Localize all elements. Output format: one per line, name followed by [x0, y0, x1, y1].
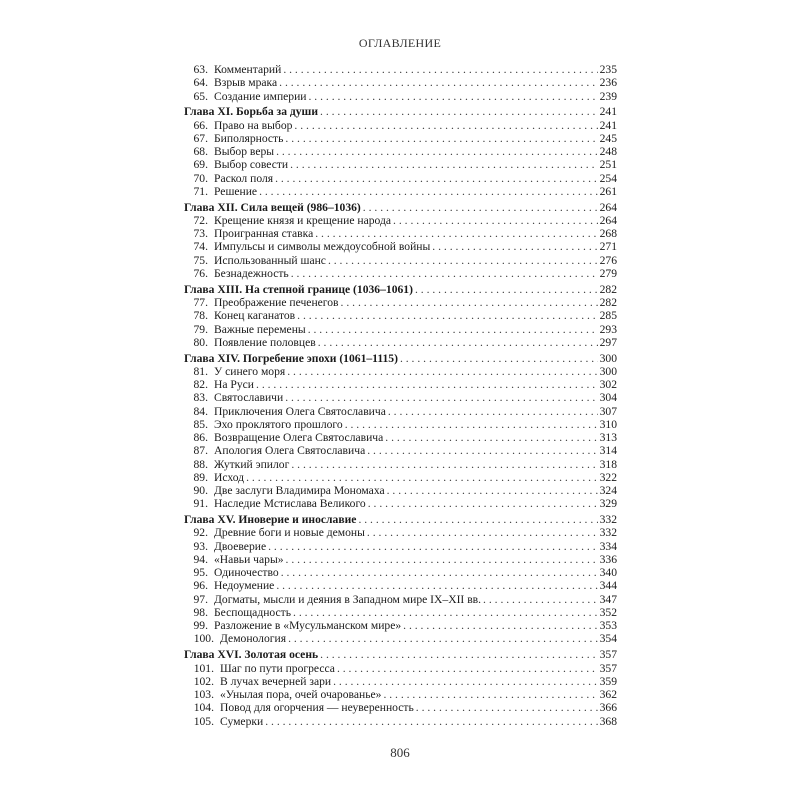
dot-leader	[297, 309, 597, 322]
entry-title: Исход	[214, 470, 245, 484]
page-ref: 235	[599, 63, 617, 76]
page-title: ОГЛАВЛЕНИЕ	[358, 36, 442, 50]
entry-number: 70.	[193, 171, 208, 185]
page-ref: 293	[599, 322, 617, 336]
entry-number: 93.	[193, 539, 208, 553]
page-ref: 241	[599, 118, 617, 132]
dot-leader	[416, 701, 598, 714]
toc-entry	[184, 365, 617, 378]
toc-entry	[184, 76, 617, 89]
dot-leader	[291, 458, 597, 471]
dot-leader	[385, 431, 597, 444]
entry-title: В лучах вечерней зари	[220, 674, 332, 688]
dot-leader	[276, 145, 598, 158]
entry-number: 64.	[193, 76, 208, 90]
toc-entry	[184, 185, 617, 198]
entry-title: Крещение князя и крещение народа	[214, 213, 392, 227]
entry-number: 99.	[193, 619, 208, 633]
page-ref: 239	[599, 89, 617, 103]
entry-title: Преображение печенегов	[214, 296, 339, 310]
entry-number: 86.	[193, 431, 208, 445]
page-ref: 285	[599, 309, 617, 323]
page-ref: 245	[599, 131, 617, 145]
dot-leader	[281, 566, 598, 579]
entry-title: Эхо проклятого прошлого	[214, 417, 343, 431]
entry-number: 101.	[193, 661, 214, 675]
entry-title: Создание империи	[214, 89, 307, 103]
dot-leader	[320, 105, 598, 118]
entry-title: Шаг по пути прогресса	[220, 661, 335, 675]
toc-entry	[184, 566, 617, 579]
entry-title: Биполярность	[214, 131, 284, 145]
dot-leader	[328, 254, 598, 267]
entry-title: На Руси	[214, 378, 255, 392]
entry-number: 78.	[193, 309, 208, 323]
entry-title: Приключения Олега Святославича	[214, 404, 386, 418]
page-ref: 357	[599, 661, 617, 675]
page-ref: 322	[599, 470, 617, 484]
toc-entry	[184, 593, 617, 606]
dot-leader	[308, 323, 598, 336]
page-ref: 304	[599, 391, 617, 405]
entry-number: 95.	[193, 566, 208, 580]
toc-entry	[184, 553, 617, 566]
dot-leader	[341, 296, 598, 309]
chapter-title: Глава XI. Борьба за души	[184, 105, 319, 119]
dot-leader	[288, 632, 598, 645]
toc-entry	[184, 632, 617, 645]
page-ref: 264	[599, 200, 617, 214]
entry-title: Две заслуги Владимира Мономаха	[214, 484, 385, 498]
dot-leader	[279, 76, 597, 89]
toc-entry	[184, 619, 617, 632]
dot-leader	[367, 444, 597, 457]
page-ref: 282	[599, 282, 617, 296]
toc-entry	[184, 484, 617, 497]
page-ref: 318	[599, 457, 617, 471]
entry-number: 81.	[193, 364, 208, 378]
dot-leader	[285, 391, 597, 404]
toc-entry	[184, 540, 617, 553]
page-ref: 314	[599, 444, 617, 458]
entry-title: Догматы, мысли и деяния в Западном мире IX–XII вв.	[214, 592, 482, 606]
dot-leader	[259, 185, 598, 198]
entry-number: 100.	[193, 632, 214, 646]
toc-entry	[184, 336, 617, 349]
dot-leader	[483, 593, 598, 606]
toc-entry	[184, 378, 617, 391]
entry-title: «Унылая пора, очей очарованье»	[220, 688, 382, 702]
entry-title: Решение	[214, 184, 258, 198]
toc-entry	[184, 309, 617, 322]
entry-number: 84.	[193, 404, 208, 418]
entry-title: Взрыв мрака	[214, 76, 278, 90]
dot-leader	[318, 336, 598, 349]
dot-leader	[363, 201, 598, 214]
entry-title: Комментарий	[214, 63, 282, 76]
page-ref: 354	[599, 632, 617, 646]
entry-number: 88.	[193, 457, 208, 471]
toc-entry	[184, 688, 617, 701]
entry-number: 92.	[193, 526, 208, 540]
toc-entry	[184, 119, 617, 132]
dot-leader	[287, 365, 597, 378]
page-ref: 268	[599, 227, 617, 241]
dot-leader	[293, 606, 598, 619]
toc-entry	[184, 431, 617, 444]
entry-title: Разложение в «Мусульманском мире»	[214, 619, 402, 633]
dot-leader	[265, 715, 597, 728]
page-ref: 271	[599, 240, 617, 254]
page-ref: 279	[599, 266, 617, 280]
dot-leader	[333, 675, 598, 688]
toc-entry	[184, 63, 617, 76]
entry-title: Повод для огорчения — неуверенность	[220, 701, 414, 715]
page-ref: 261	[599, 184, 617, 198]
page-ref: 251	[599, 158, 617, 172]
toc-entry	[184, 675, 617, 688]
entry-title: Двоеверие	[214, 539, 267, 553]
entry-number: 91.	[193, 497, 208, 511]
chapter-title: Глава XIV. Погребение эпохи (1061–1115)	[184, 351, 398, 365]
toc-entry	[184, 227, 617, 240]
page-ref: 352	[599, 605, 617, 619]
entry-number: 89.	[193, 470, 208, 484]
toc-entry	[184, 214, 617, 227]
entry-title: Выбор веры	[214, 145, 275, 159]
page-ref: 357	[599, 648, 617, 662]
dot-leader	[358, 513, 597, 526]
dot-leader	[275, 172, 598, 185]
dot-leader	[320, 648, 597, 661]
dot-leader	[294, 119, 597, 132]
page-ref: 310	[599, 417, 617, 431]
entry-title: Недоумение	[214, 579, 275, 593]
entry-title: Использованный шанс	[214, 253, 326, 267]
chapter-title: Глава XV. Иноверие и инославие	[184, 513, 357, 527]
page-ref: 347	[599, 592, 617, 606]
toc-entry	[184, 471, 617, 484]
toc-chapter	[184, 648, 617, 661]
page-ref: 368	[599, 714, 617, 728]
dot-leader	[383, 688, 597, 701]
page-ref: 302	[599, 378, 617, 392]
page-ref: 334	[599, 539, 617, 553]
entry-number: 104.	[193, 701, 214, 715]
page-ref: 313	[599, 431, 617, 445]
toc-entry	[184, 444, 617, 457]
entry-number: 97.	[193, 592, 208, 606]
page-ref: 254	[599, 171, 617, 185]
page-ref: 340	[599, 566, 617, 580]
page-ref: 300	[599, 364, 617, 378]
entry-number: 71.	[193, 184, 208, 198]
page-ref: 282	[599, 296, 617, 310]
entry-title: Право на выбор	[214, 118, 293, 132]
dot-leader	[387, 484, 598, 497]
page-ref: 264	[599, 213, 617, 227]
entry-title: Жуткий эпилог	[214, 457, 290, 471]
dot-leader	[291, 267, 598, 280]
entry-title: Демонология	[220, 632, 287, 646]
entry-number: 69.	[193, 158, 208, 172]
toc-entry	[184, 662, 617, 675]
toc-entry	[184, 458, 617, 471]
toc-entry	[184, 715, 617, 728]
entry-title: У синего моря	[214, 364, 286, 378]
dot-leader	[285, 132, 597, 145]
page-ref: 324	[599, 484, 617, 498]
dot-leader	[256, 378, 598, 391]
dot-leader	[345, 418, 598, 431]
entry-title: Возвращение Олега Святославича	[214, 431, 384, 445]
toc-entry	[184, 405, 617, 418]
chapter-title: Глава XII. Сила вещей (986–1036)	[184, 200, 361, 214]
entry-title: Появление половцев	[214, 335, 316, 349]
entry-number: 105.	[193, 714, 214, 728]
entry-number: 94.	[193, 552, 208, 566]
entry-title: Одиночество	[214, 566, 279, 580]
page-ref: 248	[599, 145, 617, 159]
entry-title: Сумерки	[220, 714, 264, 728]
dot-leader	[315, 227, 597, 240]
toc-entry	[184, 240, 617, 253]
dot-leader	[337, 662, 598, 675]
dot-leader	[286, 553, 598, 566]
page-ref: 329	[599, 497, 617, 511]
page-ref: 236	[599, 76, 617, 90]
page-ref: 366	[599, 701, 617, 715]
entry-number: 73.	[193, 227, 208, 241]
entry-title: Важные перемены	[214, 322, 306, 336]
page-ref: 332	[599, 513, 617, 527]
toc-entry	[184, 391, 617, 404]
entry-title: Безнадежность	[214, 266, 289, 280]
entry-title: Выбор совести	[214, 158, 289, 172]
entry-title: Древние боги и новые демоны	[214, 526, 365, 540]
chapter-title: Глава XIII. На степной границе (1036–1061)	[184, 282, 413, 296]
entry-number: 82.	[193, 378, 208, 392]
dot-leader	[388, 405, 598, 418]
toc-entry	[184, 497, 617, 510]
toc-chapter	[184, 513, 617, 526]
entry-title: Конец каганатов	[214, 309, 296, 323]
entry-title: Беспощадность	[214, 605, 292, 619]
entry-number: 87.	[193, 444, 208, 458]
entry-number: 76.	[193, 266, 208, 280]
dot-leader	[309, 90, 598, 103]
toc-chapter	[184, 352, 617, 365]
page-ref: 359	[599, 674, 617, 688]
page-ref: 362	[599, 688, 617, 702]
entry-number: 67.	[193, 131, 208, 145]
page-ref: 300	[599, 351, 617, 365]
entry-number: 79.	[193, 322, 208, 336]
entry-number: 96.	[193, 579, 208, 593]
toc-entry	[184, 145, 617, 158]
toc-entry	[184, 323, 617, 336]
entry-title: Раскол поля	[214, 171, 274, 185]
entry-title: Наследие Мстислава Великого	[214, 497, 366, 511]
toc-entry	[184, 606, 617, 619]
entry-title: Святославичи	[214, 391, 284, 405]
entry-number: 75.	[193, 253, 208, 267]
toc-entry	[184, 418, 617, 431]
entry-number: 74.	[193, 240, 208, 254]
entry-number: 77.	[193, 296, 208, 310]
page-ref: 332	[599, 526, 617, 540]
entry-number: 63.	[193, 63, 208, 76]
toc-chapter	[184, 201, 617, 214]
page-ref: 307	[599, 404, 617, 418]
dot-leader	[268, 540, 598, 553]
toc-entry	[184, 526, 617, 539]
dot-leader	[368, 497, 598, 510]
entry-number: 80.	[193, 335, 208, 349]
toc-chapter	[184, 283, 617, 296]
dot-leader	[276, 579, 597, 592]
page-ref: 276	[599, 253, 617, 267]
entry-number: 90.	[193, 484, 208, 498]
toc-chapter	[184, 105, 617, 118]
dot-leader	[393, 214, 598, 227]
toc-entry	[184, 579, 617, 592]
dot-leader	[283, 63, 597, 76]
entry-number: 98.	[193, 605, 208, 619]
toc-entry	[184, 90, 617, 103]
dot-leader	[290, 158, 597, 171]
dot-leader	[432, 240, 597, 253]
dot-leader	[246, 471, 598, 484]
entry-title: Импульсы и символы междоусобной войны	[214, 240, 431, 254]
toc-entry	[184, 158, 617, 171]
toc-entry	[184, 267, 617, 280]
chapter-title: Глава XVI. Золотая осень	[184, 648, 319, 662]
dot-leader	[367, 526, 598, 539]
toc-entry	[184, 172, 617, 185]
page-number: 806	[390, 745, 410, 760]
table-of-contents	[184, 63, 617, 728]
entry-number: 85.	[193, 417, 208, 431]
page-ref: 297	[599, 335, 617, 349]
page-ref: 353	[599, 619, 617, 633]
entry-number: 68.	[193, 145, 208, 159]
dot-leader	[403, 619, 597, 632]
toc-entry	[184, 132, 617, 145]
entry-title: «Навьи чары»	[214, 552, 284, 566]
toc-entry	[184, 296, 617, 309]
dot-leader	[400, 352, 598, 365]
dot-leader	[415, 283, 598, 296]
toc-entry	[184, 701, 617, 714]
entry-number: 65.	[193, 89, 208, 103]
page-ref: 336	[599, 552, 617, 566]
entry-title: Апология Олега Святославича	[214, 444, 366, 458]
entry-number: 102.	[193, 674, 214, 688]
page-ref: 241	[599, 105, 617, 119]
entry-number: 72.	[193, 213, 208, 227]
page-ref: 344	[599, 579, 617, 593]
entry-number: 103.	[193, 688, 214, 702]
entry-number: 83.	[193, 391, 208, 405]
toc-entry	[184, 254, 617, 267]
entry-title: Проигранная ставка	[214, 227, 314, 241]
entry-number: 66.	[193, 118, 208, 132]
